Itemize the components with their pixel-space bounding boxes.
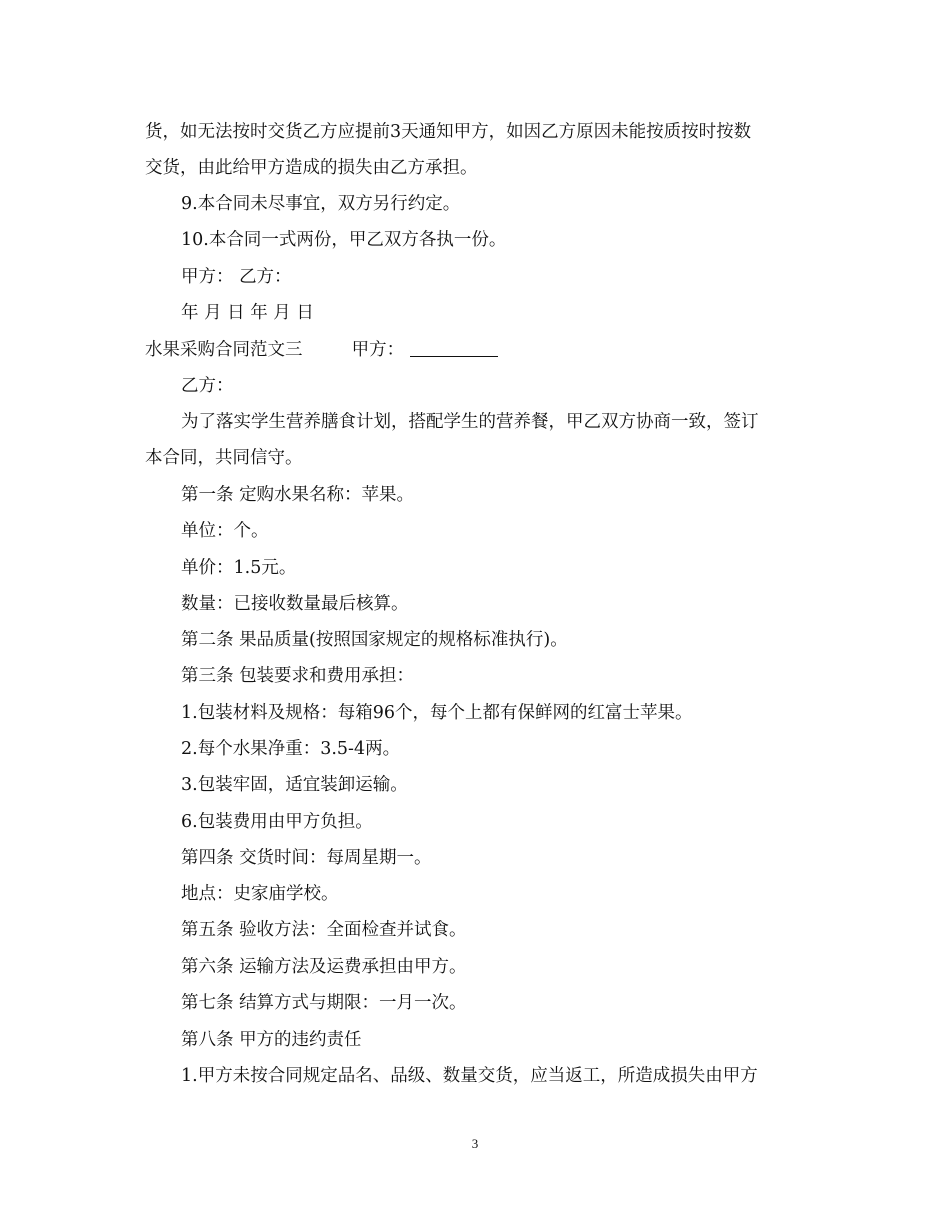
intro-line: 本合同，共同信守。 [145, 448, 303, 468]
unit-line: 单位：个。 [181, 521, 269, 541]
article-2: 第二条 果品质量(按照国家规定的规格标准执行)。 [181, 630, 568, 650]
paragraph-continuation-line: 交货，由此给甲方造成的损失由乙方承担。 [145, 158, 478, 178]
section-title-line [0, 338, 950, 362]
packaging-item-1: 1.包装材料及规格：每箱96个，每个上都有保鲜网的红富士苹果。 [181, 703, 693, 723]
article-4: 第四条 交货时间：每周星期一。 [181, 848, 432, 868]
intro-line: 为了落实学生营养膳食计划，搭配学生的营养餐，甲乙双方协商一致，签订 [181, 412, 759, 432]
article-7: 第七条 结算方式与期限：一月一次。 [181, 993, 467, 1013]
packaging-item-3: 3.包装牢固，适宜装卸运输。 [181, 775, 408, 795]
section-title: 水果采购合同范文三 [145, 340, 303, 360]
place-line: 地点：史家庙学校。 [181, 884, 339, 904]
article-6: 第六条 运输方法及运费承担由甲方。 [181, 957, 467, 977]
packaging-item-6: 6.包装费用由甲方负担。 [181, 812, 373, 832]
packaging-item-2: 2.每个水果净重：3.5-4两。 [181, 739, 401, 759]
signature-parties-line: 甲方： 乙方： [181, 267, 292, 287]
party-b-label: 乙方： [181, 376, 234, 396]
article-5: 第五条 验收方法：全面检查并试食。 [181, 920, 467, 940]
page-number: 3 [471, 1136, 479, 1151]
clause-10: 10.本合同一式两份，甲乙双方各执一份。 [181, 230, 507, 250]
article-1: 第一条 定购水果名称：苹果。 [181, 485, 415, 505]
price-line: 单价：1.5元。 [181, 558, 297, 578]
signature-date-line: 年 月 日 年 月 日 [181, 303, 314, 323]
quantity-line: 数量：已接收数量最后核算。 [181, 594, 409, 614]
party-a-label: 甲方： [351, 340, 405, 360]
article-8: 第八条 甲方的违约责任 [181, 1030, 362, 1050]
party-a-blank [410, 340, 498, 357]
article-3: 第三条 包装要求和费用承担： [181, 666, 415, 686]
paragraph-continuation-line: 货，如无法按时交货乙方应提前3天通知甲方，如因乙方原因未能按质按时按数 [145, 122, 752, 142]
clause-9: 9.本合同未尽事宜，双方另行约定。 [181, 194, 461, 214]
breach-item-1: 1.甲方未按合同规定品名、品级、数量交货，应当返工，所造成损失由甲方 [181, 1066, 758, 1086]
